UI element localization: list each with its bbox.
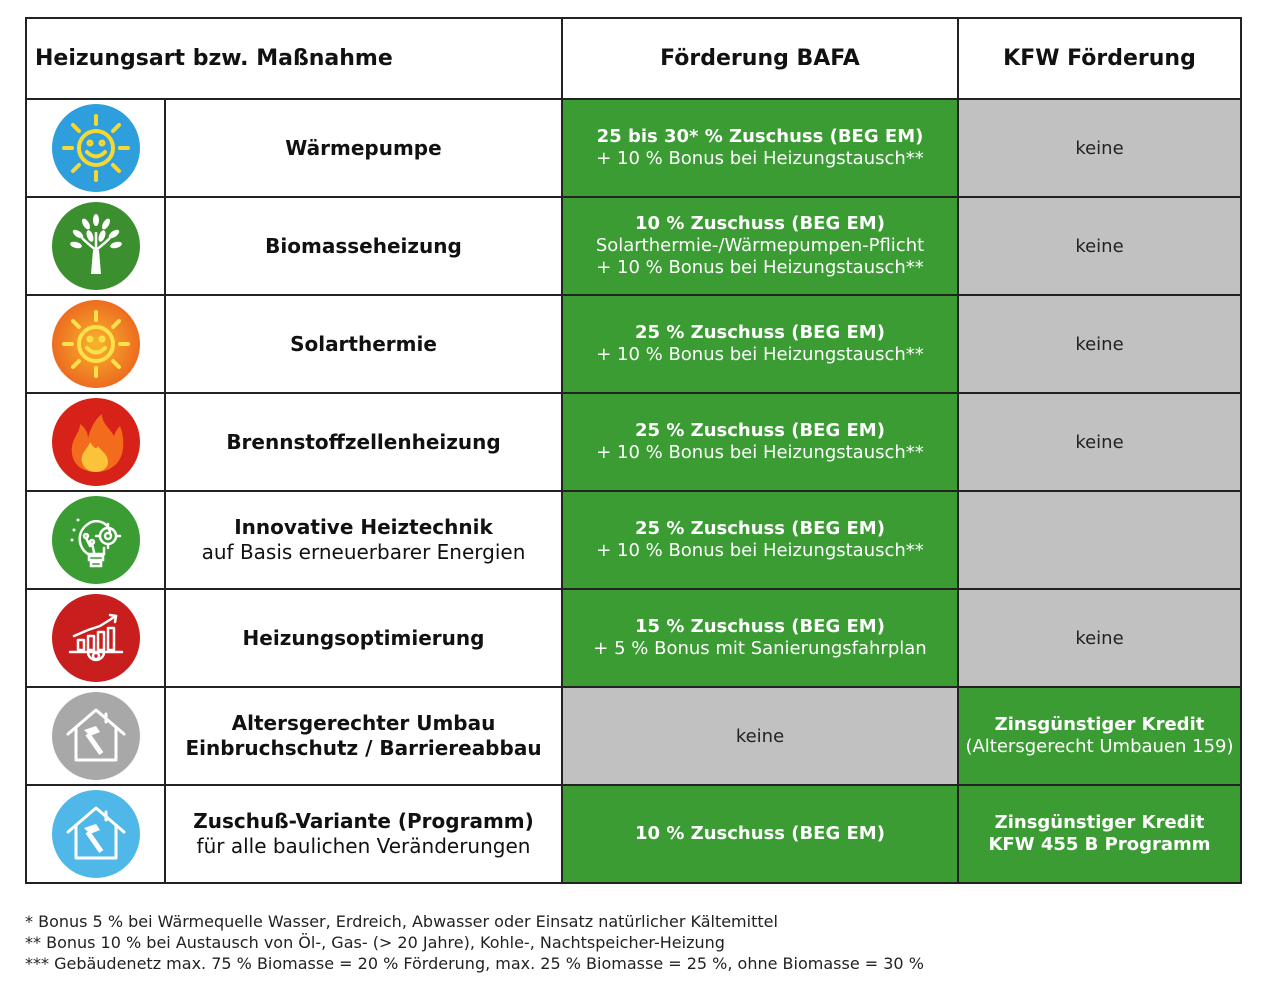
house-tools-icon: [52, 692, 140, 780]
kfw-detail: (Altersgerecht Umbauen 159): [965, 736, 1234, 757]
footnote: ** Bonus 10 % bei Austausch von Öl-, Gas- (> 20 Jahre), Kohle-, Nachtspeicher-Heizung: [25, 933, 725, 952]
heating-type-cell: [165, 99, 562, 197]
table-row: [26, 785, 1241, 883]
bafa-cell: [562, 687, 958, 785]
funding-table: [25, 17, 1242, 884]
bafa-value: keine: [735, 725, 785, 747]
flame-icon: [52, 398, 140, 486]
header-bafa: Förderung BAFA: [562, 18, 958, 99]
icon-cell: [26, 393, 165, 491]
icon-cell: [26, 197, 165, 295]
heating-type-name: Innovative Heiztechnik: [234, 515, 493, 539]
heating-type-cell: [165, 687, 562, 785]
bafa-detail: + 5 % Bonus mit Sanierungsfahrplan: [593, 638, 927, 659]
header-type: Heizungsart bzw. Maßnahme: [26, 18, 562, 99]
icon-cell: [26, 589, 165, 687]
kfw-cell: [958, 99, 1241, 197]
heating-type-cell: [165, 785, 562, 883]
bafa-cell: [562, 197, 958, 295]
header-kfw: KFW Förderung: [958, 18, 1241, 99]
table-row: [26, 99, 1241, 197]
heating-type-cell: [165, 491, 562, 589]
kfw-cell: [958, 589, 1241, 687]
heating-type-name: Brennstoffzellenheizung: [226, 429, 501, 454]
kfw-main: Zinsgünstiger Kredit: [994, 812, 1205, 833]
footnotes: [25, 911, 924, 974]
icon-cell: [26, 785, 165, 883]
icon-cell: [26, 491, 165, 589]
heating-type-cell: [165, 295, 562, 393]
kfw-cell: [958, 491, 1241, 589]
bafa-detail: + 10 % Bonus bei Heizungstausch**: [596, 148, 924, 169]
table-row: [26, 687, 1241, 785]
heating-type-subtitle: für alle baulichen Veränderungen: [196, 834, 531, 858]
table-row: [26, 491, 1241, 589]
footnote: * Bonus 5 % bei Wärmequelle Wasser, Erdreich, Abwasser oder Einsatz natürlicher Kältemittel: [25, 912, 778, 931]
heating-type-cell: [165, 589, 562, 687]
table-row: [26, 197, 1241, 295]
heating-type-name: Solarthermie: [290, 331, 437, 356]
bafa-cell: [562, 491, 958, 589]
bafa-detail: + 10 % Bonus bei Heizungstausch**: [596, 257, 924, 278]
idea-bulb-icon: [52, 496, 140, 584]
kfw-cell: [958, 295, 1241, 393]
kfw-value: keine: [1075, 137, 1124, 159]
footnote: *** Gebäudenetz max. 75 % Biomasse = 20 % Förderung, max. 25 % Biomasse = 25 %, ohne Biomasse = 30 %: [25, 954, 924, 973]
sun-icon: [52, 300, 140, 388]
icon-cell: [26, 687, 165, 785]
heating-type-name: Zuschuß-Variante (Programm): [193, 809, 534, 833]
bafa-detail: + 10 % Bonus bei Heizungstausch**: [596, 540, 924, 561]
kfw-cell: [958, 687, 1241, 785]
bafa-main: 10 % Zuschuss (BEG EM): [635, 213, 885, 234]
sun-icon: [52, 104, 140, 192]
icon-cell: [26, 99, 165, 197]
kfw-value: keine: [1075, 431, 1124, 453]
kfw-value: keine: [1075, 627, 1124, 649]
icon-cell: [26, 295, 165, 393]
bafa-main: 15 % Zuschuss (BEG EM): [635, 616, 885, 637]
bafa-cell: [562, 393, 958, 491]
kfw-main-2: KFW 455 B Programm: [988, 834, 1211, 855]
heating-type-name: Heizungsoptimierung: [242, 625, 485, 650]
kfw-cell: [958, 197, 1241, 295]
heating-type-subtitle: auf Basis erneuerbarer Energien: [201, 540, 526, 564]
heating-type-name-2: Einbruchschutz / Barriereabbau: [185, 736, 542, 760]
bafa-main: 10 % Zuschuss (BEG EM): [635, 823, 885, 844]
table-row: [26, 295, 1241, 393]
kfw-value: keine: [1075, 333, 1124, 355]
bafa-cell: [562, 99, 958, 197]
kfw-cell: [958, 393, 1241, 491]
table-row: [26, 589, 1241, 687]
heating-type-cell: [165, 197, 562, 295]
heating-type-cell: [165, 393, 562, 491]
kfw-cell: [958, 785, 1241, 883]
bafa-detail: + 10 % Bonus bei Heizungstausch**: [596, 344, 924, 365]
bafa-main: 25 % Zuschuss (BEG EM): [635, 518, 885, 539]
bafa-cell: [562, 295, 958, 393]
growth-chart-icon: [52, 594, 140, 682]
tree-icon: [52, 202, 140, 290]
bafa-cell: [562, 785, 958, 883]
bafa-cell: [562, 589, 958, 687]
kfw-value: keine: [1075, 235, 1124, 257]
bafa-detail: Solarthermie-/Wärmepumpen-Pflicht: [595, 235, 925, 256]
heating-type-name: Altersgerechter Umbau: [231, 711, 496, 735]
house-tools-icon: [52, 790, 140, 878]
bafa-main: 25 bis 30* % Zuschuss (BEG EM): [596, 126, 924, 147]
kfw-main: Zinsgünstiger Kredit: [994, 714, 1205, 735]
heating-type-name: Biomasseheizung: [265, 233, 462, 258]
bafa-detail: + 10 % Bonus bei Heizungstausch**: [596, 442, 924, 463]
heating-type-name: Wärmepumpe: [285, 135, 442, 160]
bafa-main: 25 % Zuschuss (BEG EM): [635, 322, 885, 343]
bafa-main: 25 % Zuschuss (BEG EM): [635, 420, 885, 441]
table-row: [26, 393, 1241, 491]
table-header-row: [26, 18, 1241, 99]
